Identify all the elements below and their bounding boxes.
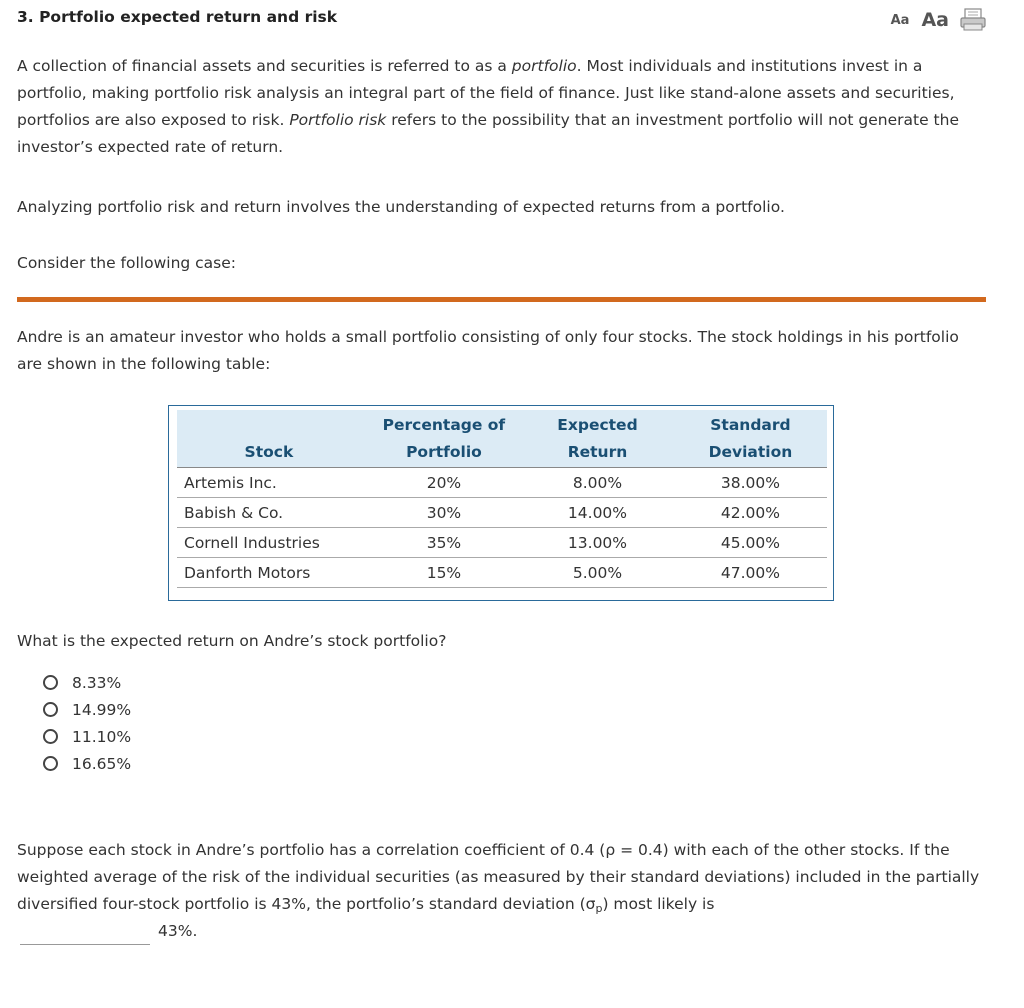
cell-standard-deviation: 38.00% (674, 468, 827, 498)
option-3[interactable] (43, 723, 131, 750)
intro-text-b: . Most individuals and institutions invest in a portfolio, making portfolio risk analysis an integral part of the field of finance. Just like stand-alone assets and securities, portfolios are also exposed to risk. (17, 57, 955, 129)
answer-tail-text: 43%. (158, 922, 198, 940)
answer-dropdown[interactable] (20, 922, 150, 945)
radio-button[interactable] (43, 675, 58, 690)
radio-button[interactable] (43, 756, 58, 771)
header-standard-deviation: Standard Deviation (674, 410, 827, 468)
question-header (17, 8, 987, 32)
term-portfolio-risk: Portfolio risk (289, 111, 387, 129)
sigma-subscript: p (595, 902, 603, 915)
toolbar (891, 8, 987, 32)
cell-percentage: 30% (367, 498, 521, 528)
option-label[interactable]: 14.99% (72, 700, 132, 719)
table-header-row (177, 410, 827, 468)
header-percentage: Percentage of Portfolio (367, 410, 521, 468)
question-prompt (17, 628, 446, 655)
cell-percentage: 15% (367, 558, 521, 588)
radio-button[interactable] (43, 729, 58, 744)
cell-stock: Babish & Co. (177, 498, 367, 528)
radio-button[interactable] (43, 702, 58, 717)
suppose-paragraph (17, 837, 987, 922)
analyze-text: Analyzing portfolio risk and return involves the understanding of expected returns from a portfolio. (17, 198, 785, 216)
option-2[interactable] (43, 696, 131, 723)
intro-text-c: refers to the possibility that an investment portfolio will not generate the investor’s expected rate of return. (17, 111, 959, 156)
cell-standard-deviation: 45.00% (674, 528, 827, 558)
font-decrease-button[interactable]: Aa (890, 12, 910, 28)
case-text: Andre is an amateur investor who holds a small portfolio consisting of only four stocks. The stock holdings in his portfolio are shown in the following table: (17, 328, 959, 373)
cell-percentage: 20% (367, 468, 521, 498)
cell-percentage: 35% (367, 528, 521, 558)
cell-expected-return: 5.00% (521, 558, 674, 588)
case-paragraph (17, 324, 987, 378)
option-label[interactable]: 11.10% (72, 727, 132, 746)
answer-options (43, 669, 131, 777)
suppose-text-a: Suppose each stock in Andre’s portfolio has a correlation coefficient of 0.4 (ρ = 0.4) with each of the other stocks. If the weighted average of the risk of the individual securities (as measured by their standard deviations) included in the partially diversified four-stock portfolio is 43%, the portfolio’s standard deviation (σ (17, 841, 980, 913)
cell-expected-return: 8.00% (521, 468, 674, 498)
analyze-paragraph (17, 194, 987, 221)
suppose-text-b: ) most likely is (602, 895, 715, 913)
cell-expected-return: 13.00% (521, 528, 674, 558)
header-stock: Stock (177, 410, 367, 468)
option-4[interactable] (43, 750, 131, 777)
option-label[interactable]: 8.33% (72, 673, 122, 692)
section-divider (17, 297, 986, 302)
portfolio-table-frame (168, 405, 834, 601)
consider-text: Consider the following case: (17, 254, 237, 272)
cell-standard-deviation: 47.00% (674, 558, 827, 588)
portfolio-table (177, 410, 827, 588)
cell-stock: Cornell Industries (177, 528, 367, 558)
header-expected-return: Expected Return (521, 410, 674, 468)
table-row (177, 468, 827, 498)
print-icon[interactable] (959, 8, 987, 32)
option-1[interactable] (43, 669, 131, 696)
font-increase-button[interactable]: Aa (921, 9, 949, 31)
cell-stock: Danforth Motors (177, 558, 367, 588)
table-row (177, 528, 827, 558)
term-portfolio: portfolio (511, 57, 577, 75)
table-row (177, 558, 827, 588)
consider-paragraph (17, 250, 987, 277)
answer-row (17, 918, 197, 945)
question-title: 3. Portfolio expected return and risk (17, 8, 338, 26)
intro-text-a: A collection of financial assets and securities is referred to as a (17, 57, 512, 75)
table-row (177, 498, 827, 528)
option-label[interactable]: 16.65% (72, 754, 132, 773)
cell-stock: Artemis Inc. (177, 468, 367, 498)
intro-paragraph (17, 53, 987, 161)
cell-expected-return: 14.00% (521, 498, 674, 528)
question-text: What is the expected return on Andre’s stock portfolio? (17, 632, 447, 650)
cell-standard-deviation: 42.00% (674, 498, 827, 528)
